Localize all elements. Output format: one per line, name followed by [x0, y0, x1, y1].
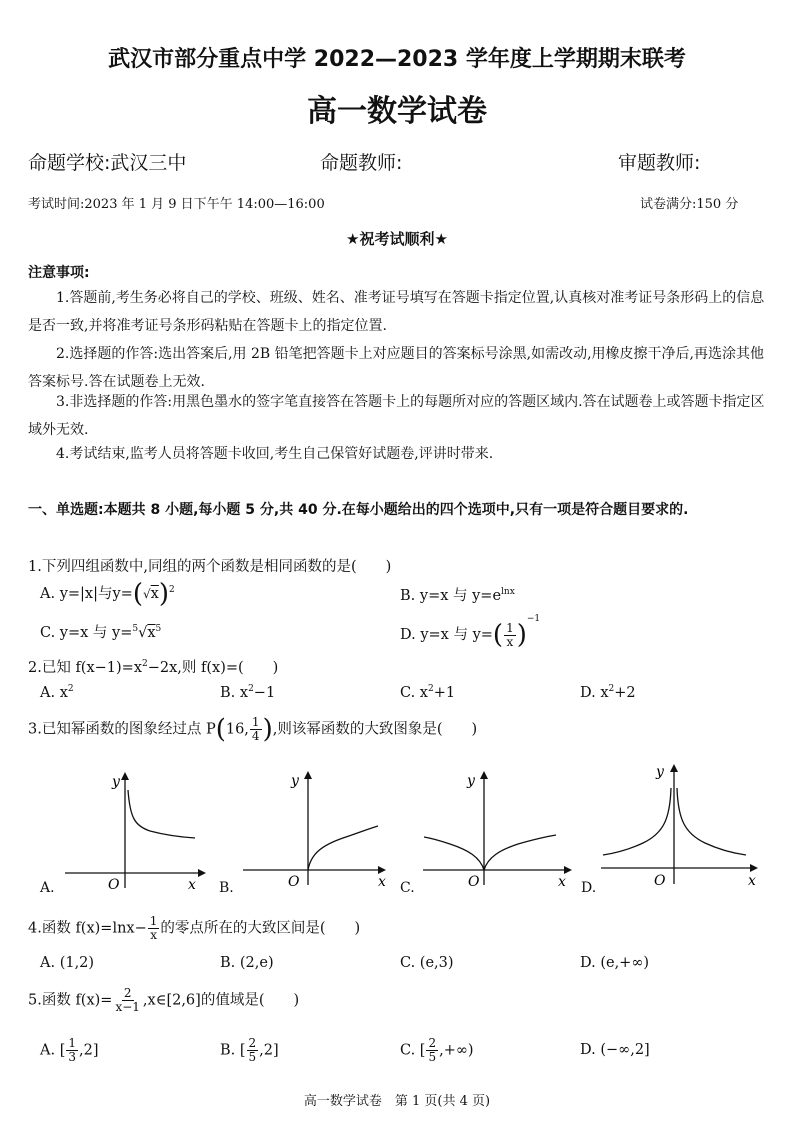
q2-option-c: C. $x^2+1$: [400, 684, 456, 701]
q5-option-a: A. [ $\frac{1}{3}$ ,2]: [40, 1036, 99, 1064]
graph-b-x-label: x: [378, 874, 386, 887]
q5-option-d: D. (−∞,2]: [580, 1042, 650, 1058]
graph-d-label: D.: [581, 880, 597, 896]
review-teacher: 审题教师:: [618, 152, 701, 174]
question-1-stem: 1.下列四组函数中,同组的两个函数是相同函数的是( ): [28, 559, 392, 575]
q2-option-a: A. $x^2$: [40, 684, 74, 701]
question-3-stem: 3.已知幂函数的图象经过点 P(16, $\frac{1}{4}$ ),则该幂函数的大致图象是( ): [28, 714, 478, 745]
graph-d-x-label: x: [748, 873, 756, 886]
graph-c: [420, 765, 580, 887]
good-luck: ★祝考试顺利★: [346, 230, 448, 248]
q4-option-d: D. (e,+∞): [580, 955, 650, 971]
exam-title: 武汉市部分重点中学 2022—2023 学年度上学期期末联考: [108, 47, 686, 72]
exam-subtitle: 高一数学试卷: [307, 94, 487, 129]
graph-d-origin: O: [654, 873, 666, 886]
graph-d-y-label: y: [656, 764, 664, 780]
q4-option-b: B. (2,e): [220, 955, 274, 971]
graph-a: [60, 768, 210, 890]
graph-a-label: A.: [40, 880, 55, 896]
q1-option-c: C. y=x 与 $y=^5√x^5$: [40, 624, 162, 641]
graph-b-origin: O: [288, 874, 300, 887]
q1-option-d: D. y=x 与 y=( $\frac{1}{x}$ )$^{-1}$: [400, 614, 541, 650]
graph-c-x-label: x: [558, 874, 566, 887]
section-1-heading: 一、单选题:本题共 8 小题,每小题 5 分,共 40 分.在每小题给出的四个选项中,只有一项是符合题目要求的.: [28, 502, 689, 518]
graph-c-label: C.: [400, 880, 415, 896]
q4-option-c: C. (e,3): [400, 955, 454, 971]
q1-option-a: A. y=|x|与$y=(√x)^2$: [40, 579, 175, 609]
question-4-stem: 4.函数 f(x)=lnx− $\frac{1}{x}$ 的零点所在的大致区间是( ): [28, 914, 361, 942]
setting-school: 命题学校:武汉三中: [28, 152, 187, 174]
notice-item-4: 4.考试结束,监考人员将答题卡收回,考生自己保管好试题卷,评讲时带来.: [56, 446, 494, 462]
graph-c-origin: O: [468, 874, 480, 887]
notice-item-2: 2.选择题的作答:选出答案后,用 2B 铅笔把答题卡上对应题目的答案标号涂黑,如需改动,用橡皮擦干净后,再选涂其他答案标号.答在试题卷上无效.: [28, 346, 764, 390]
notice-heading: 注意事项:: [28, 265, 90, 281]
graph-a-y-label: y: [112, 774, 120, 790]
graph-a-origin: O: [108, 877, 120, 890]
q2-option-d: D. $x^2+2$: [580, 684, 636, 701]
q4-option-a: A. (1,2): [40, 955, 95, 971]
graph-b: [238, 765, 390, 887]
q1-option-b: B. y=x 与 $y=e^{lnx}$: [400, 587, 515, 604]
question-5-stem: 5.函数 f(x)= $\frac{2}{x-1}$ ,x∈[2,6]的值域是( ): [28, 986, 300, 1014]
full-score: 试卷满分:150 分: [640, 197, 739, 212]
question-2-stem: 2.已知 $f(x-1)=x^2-2x$,则 f(x)=( ): [28, 659, 279, 676]
q5-option-c: C. [ $\frac{2}{5}$ ,+∞): [400, 1036, 474, 1064]
page-footer: 高一数学试卷 第 1 页(共 4 页): [303, 1094, 491, 1109]
notice-item-3: 3.非选择题的作答:用黑色墨水的签字笔直接答在答题卡上的每题所对应的答题区域内.答在试题卷上或答题卡指定区域外无效.: [28, 394, 765, 438]
graph-c-y-label: y: [467, 773, 475, 789]
q2-option-b: B. $x^2-1$: [220, 684, 276, 701]
exam-time: 考试时间:2023 年 1 月 9 日下午午 14:00—16:00: [28, 197, 325, 212]
graph-d: [598, 758, 764, 886]
graph-a-x-label: x: [188, 877, 196, 890]
q5-option-b: B. [ $\frac{2}{5}$ ,2]: [220, 1036, 279, 1064]
notice-item-1: 1.答题前,考生务必将自己的学校、班级、姓名、准考证号填写在答题卡指定位置,认真核对准考证号条形码上的信息是否一致,并将准考证号条形码粘贴在答题卡上的指定位置.: [28, 290, 765, 334]
setting-teacher: 命题教师:: [320, 152, 403, 174]
graph-b-label: B.: [219, 880, 234, 896]
graph-b-y-label: y: [291, 773, 299, 789]
